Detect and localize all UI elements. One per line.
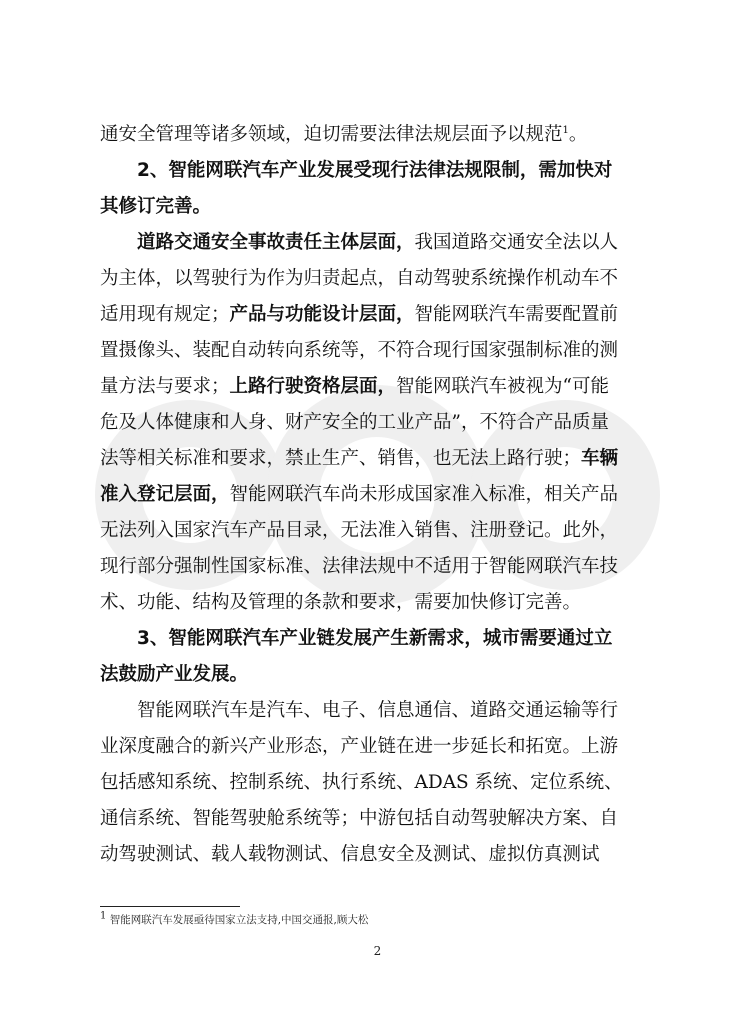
paragraph-line — [100, 369, 656, 405]
line-text: 适用现有规定； — [100, 304, 230, 325]
line-text: 2、智能网联汽车产业发展受现行法律法规限制，需加快对 — [137, 160, 613, 181]
line-text: 业深度融合的新兴产业形态，产业链在进一步延长和拓宽。上游 — [100, 736, 619, 757]
footnote-text: 智能网联汽车发展亟待国家立法支持,中国交通报,顾大松 — [109, 914, 369, 926]
paragraph-line — [100, 765, 656, 801]
line-text: 量方法与要求； — [100, 376, 230, 397]
line-text: 包括感知系统、控制系统、执行系统、ADAS 系统、定位系统、 — [100, 772, 623, 793]
emphasis-text: 准入登记层面， — [100, 484, 230, 505]
line-text: 现行部分强制性国家标准、法律法规中不适用于智能网联汽车技 — [100, 556, 619, 577]
section-heading-2-cont — [100, 189, 656, 225]
paragraph-line — [100, 297, 656, 333]
footnote-marker: 1 — [100, 910, 107, 922]
paragraph-line — [100, 549, 656, 585]
paragraph-line — [100, 693, 656, 729]
paragraph-line: 通安全管理等诸多领域，迫切需要法律法规层面予以规范$^1$。 — [100, 124, 588, 145]
section-heading-2 — [100, 153, 656, 189]
footnote-ref[interactable]: 1 — [562, 124, 569, 136]
footnote-divider — [100, 906, 240, 907]
emphasis-text: 产品与功能设计层面， — [229, 304, 415, 325]
line-text: 智能网联汽车需要配置前 — [414, 304, 619, 325]
line-text: 我国道路交通安全法以人 — [414, 232, 619, 253]
line-text: 其修订完善。 — [100, 196, 212, 217]
paragraph-line — [100, 477, 656, 513]
paragraph-line — [100, 513, 656, 549]
line-text: 智能网联汽车尚未形成国家准入标准，相关产品 — [229, 484, 619, 505]
line-text: 危及人体健康和人身、财产安全的工业产品”，不符合产品质量 — [100, 412, 609, 433]
paragraph-line — [100, 441, 656, 477]
paragraph-line — [100, 405, 656, 441]
line-text: 法等相关标准和要求，禁止生产、销售，也无法上路行驶； — [100, 448, 582, 469]
section-heading-3 — [100, 621, 656, 657]
paragraph-line — [100, 585, 656, 621]
line-text: 无法列入国家汽车产品目录，无法准入销售、注册登记。此外， — [100, 520, 619, 541]
emphasis-text: 车辆 — [581, 448, 619, 469]
section-heading-3-cont — [100, 657, 656, 693]
emphasis-text: 上路行驶资格层面， — [229, 376, 397, 397]
paragraph-line — [100, 729, 656, 765]
line-text: 通安全管理等诸多领域，迫切需要法律法规层面予以规范 — [100, 124, 563, 145]
line-text: 法鼓励产业发展。 — [100, 664, 249, 685]
line-text: 为主体，以驾驶行为作为归责起点，自动驾驶系统操作机动车不 — [100, 268, 619, 289]
paragraph-line — [100, 333, 656, 369]
line-text: 3、智能网联汽车产业链发展产生新需求，城市需要通过立 — [137, 628, 613, 649]
paragraph-line — [100, 801, 656, 837]
paragraph-line — [100, 837, 656, 873]
line-text: 术、功能、结构及管理的条款和要求，需要加快修订完善。 — [100, 592, 582, 613]
line-text: 智能网联汽车是汽车、电子、信息通信、道路交通运输等行 — [137, 700, 619, 721]
page-number: 2 — [373, 944, 382, 958]
paragraph-line — [100, 261, 656, 297]
paragraph-line — [100, 225, 656, 261]
line-text: 通信系统、智能驾驶舱系统等；中游包括自动驾驶解决方案、自 — [100, 808, 619, 829]
footnote — [100, 912, 368, 928]
line-text: 动驾驶测试、载人载物测试、信息安全及测试、虚拟仿真测试 — [100, 844, 600, 865]
emphasis-text: 道路交通安全事故责任主体层面， — [137, 232, 415, 253]
line-text: 智能网联汽车被视为“可能 — [396, 376, 609, 397]
line-text: 置摄像头、装配自动转向系统等，不符合现行国家强制标准的测 — [100, 340, 619, 361]
